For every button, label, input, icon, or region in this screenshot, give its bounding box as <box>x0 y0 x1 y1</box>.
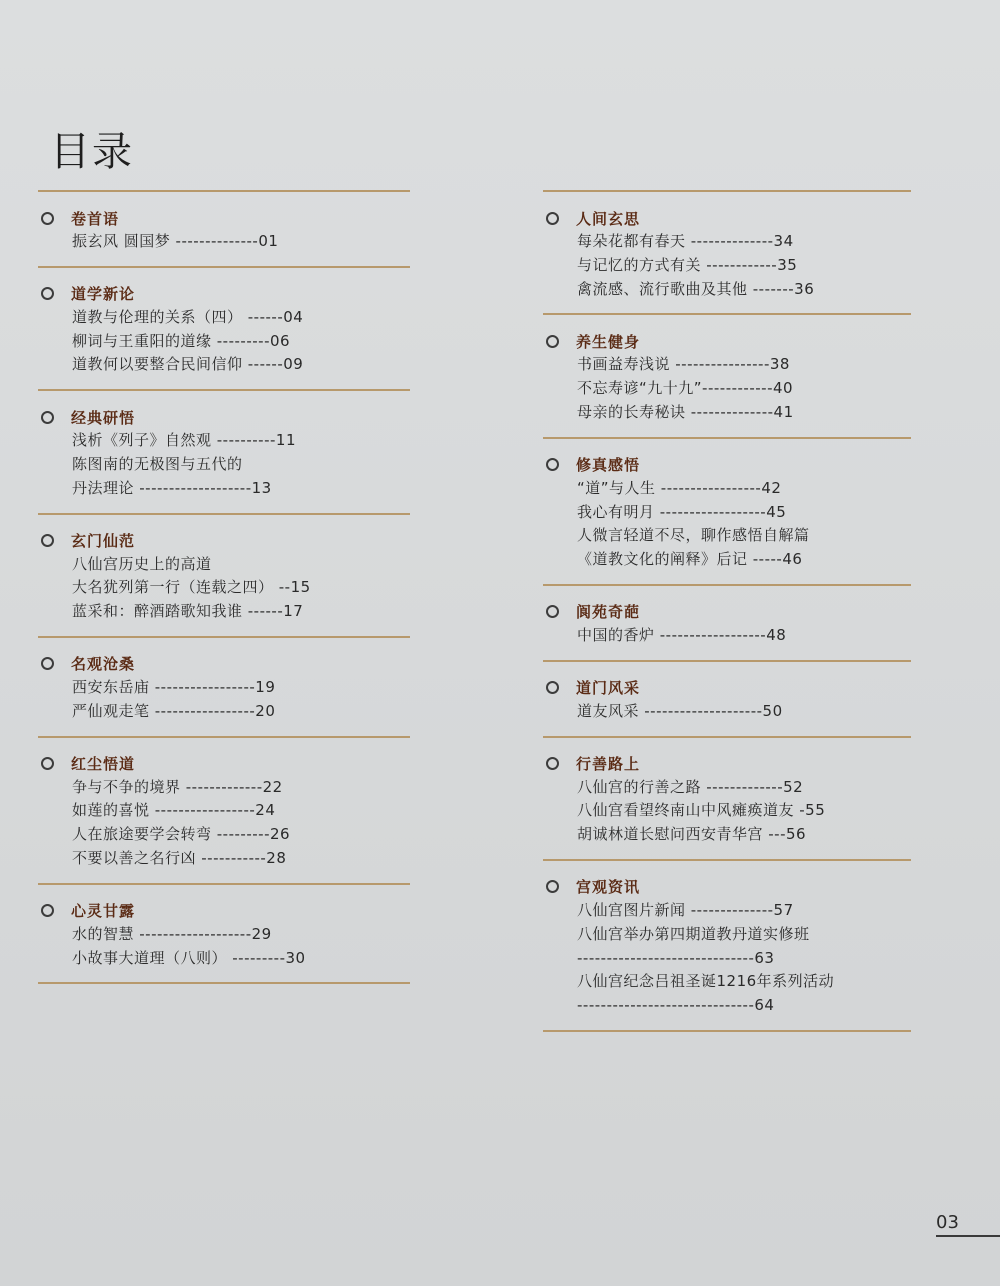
section-header <box>38 899 410 923</box>
circle-bullet-icon <box>41 657 54 670</box>
toc-entry: 西安东岳庙 -----------------19 <box>72 677 276 696</box>
toc-entry: 严仙观走笔 -----------------20 <box>72 701 276 720</box>
toc-section <box>543 190 911 313</box>
toc-entry: 不忘寿谚“九十九”------------40 <box>577 379 794 398</box>
section-header <box>38 529 410 553</box>
toc-section <box>38 266 410 389</box>
toc-entry: 不要以善之名行凶 -----------28 <box>72 848 287 867</box>
toc-section <box>38 883 410 985</box>
toc-entry: 人在旅途要学会转弯 ---------26 <box>72 825 291 844</box>
toc-entry: 我心有明月 ------------------45 <box>577 502 787 521</box>
page-number: 03 <box>936 1212 1000 1237</box>
toc-entry: “道”与人生 -----------------42 <box>577 478 782 497</box>
toc-entry: 人微言轻道不尽，聊作感悟自解篇 <box>577 526 810 545</box>
section-title: 经典研悟 <box>71 408 136 427</box>
circle-bullet-icon <box>41 534 54 547</box>
toc-entry: 蓝采和：醉酒踏歌知我谁 ------17 <box>72 602 304 621</box>
toc-section <box>543 859 911 1032</box>
toc-entry: 道教与伦理的关系（四） ------04 <box>72 307 304 326</box>
toc-entry: 道教何以要整合民间信仰 ------09 <box>72 355 304 374</box>
page-title: 目录 <box>50 129 134 175</box>
section-title: 道门风采 <box>576 679 641 698</box>
circle-bullet-icon <box>546 212 559 225</box>
toc-entry: 八仙宫纪念吕祖圣诞1216年系列活动 <box>577 972 835 991</box>
toc-section <box>38 736 410 883</box>
section-title: 名观沧桑 <box>71 655 136 674</box>
toc-entry: 八仙宫看望终南山中风瘫痪道友 -55 <box>577 801 826 820</box>
section-title: 阆苑奇葩 <box>576 603 641 622</box>
circle-bullet-icon <box>41 757 54 770</box>
toc-entry: 道友风采 --------------------50 <box>577 701 783 720</box>
circle-bullet-icon <box>41 411 54 424</box>
section-title: 宫观资讯 <box>576 878 641 897</box>
circle-bullet-icon <box>546 605 559 618</box>
section-header <box>543 752 911 776</box>
circle-bullet-icon <box>41 287 54 300</box>
toc-entry: 陈图南的无极图与五代的 <box>72 454 243 473</box>
circle-bullet-icon <box>546 681 559 694</box>
toc-section <box>543 736 911 859</box>
toc-entry: 丹法理论 -------------------13 <box>72 478 272 497</box>
toc-right-column <box>543 190 911 1032</box>
section-title: 道学新论 <box>71 285 136 304</box>
toc-entry: 八仙宫历史上的高道 <box>72 554 212 573</box>
section-title: 心灵甘露 <box>71 902 136 921</box>
toc-section <box>38 513 410 636</box>
toc-section <box>543 584 911 660</box>
toc-entry: 八仙宫举办第四期道教丹道实修班 <box>577 924 810 943</box>
toc-entry: 大名犹列第一行（连载之四） --15 <box>72 578 311 597</box>
toc-section <box>543 660 911 736</box>
toc-entry: 中国的香炉 ------------------48 <box>577 625 787 644</box>
circle-bullet-icon <box>546 458 559 471</box>
toc-entry: 胡诚林道长慰问西安青华宫 ---56 <box>577 825 807 844</box>
section-header <box>38 405 410 429</box>
section-title: 人间玄思 <box>576 209 641 228</box>
section-title: 行善路上 <box>576 755 641 774</box>
section-header <box>38 752 410 776</box>
section-header <box>543 875 911 899</box>
toc-entry: 八仙宫的行善之路 -------------52 <box>577 777 804 796</box>
toc-entry: 《道教文化的阐释》后记 -----46 <box>577 550 803 569</box>
toc-entry: 每朵花都有春天 --------------34 <box>577 232 794 250</box>
toc-entry: 水的智慧 -------------------29 <box>72 924 272 943</box>
toc-section <box>543 437 911 584</box>
section-header <box>543 676 911 700</box>
toc-entry: ------------------------------64 <box>577 996 775 1015</box>
circle-bullet-icon <box>546 335 559 348</box>
section-header <box>38 282 410 306</box>
circle-bullet-icon <box>546 880 559 893</box>
toc-left-column <box>38 190 410 984</box>
toc-entry: ------------------------------63 <box>577 948 775 967</box>
circle-bullet-icon <box>41 212 54 225</box>
toc-entry: 与记忆的方式有关 ------------35 <box>577 255 798 274</box>
section-title: 修真感悟 <box>576 456 641 475</box>
section-title: 养生健身 <box>576 332 641 351</box>
toc-entry: 禽流感、流行歌曲及其他 -------36 <box>577 279 815 298</box>
section-header <box>543 453 911 477</box>
section-header <box>38 652 410 676</box>
toc-section <box>543 313 911 436</box>
toc-section <box>38 636 410 736</box>
toc-entry: 小故事大道理（八则） ---------30 <box>72 948 306 967</box>
toc-entry: 八仙宫图片新闻 --------------57 <box>577 900 794 919</box>
toc-entry: 书画益寿浅说 ----------------38 <box>577 355 790 374</box>
toc-entry: 柳词与王重阳的道缘 ---------06 <box>72 331 291 350</box>
toc-entry: 如莲的喜悦 -----------------24 <box>72 801 276 820</box>
circle-bullet-icon <box>41 904 54 917</box>
section-header <box>38 206 410 230</box>
section-title: 玄门仙范 <box>71 532 136 551</box>
section-title: 红尘悟道 <box>71 755 136 774</box>
toc-entry: 母亲的长寿秘诀 --------------41 <box>577 402 794 421</box>
section-header <box>543 329 911 353</box>
section-header <box>543 206 911 230</box>
toc-section <box>38 389 410 512</box>
toc-entry: 争与不争的境界 -------------22 <box>72 777 283 796</box>
section-title: 卷首语 <box>71 209 120 228</box>
toc-entry: 振玄风 圆国梦 --------------01 <box>72 232 279 250</box>
toc-section <box>38 190 410 266</box>
toc-entry: 浅析《列子》自然观 ----------11 <box>72 431 296 450</box>
section-header <box>543 600 911 624</box>
circle-bullet-icon <box>546 757 559 770</box>
